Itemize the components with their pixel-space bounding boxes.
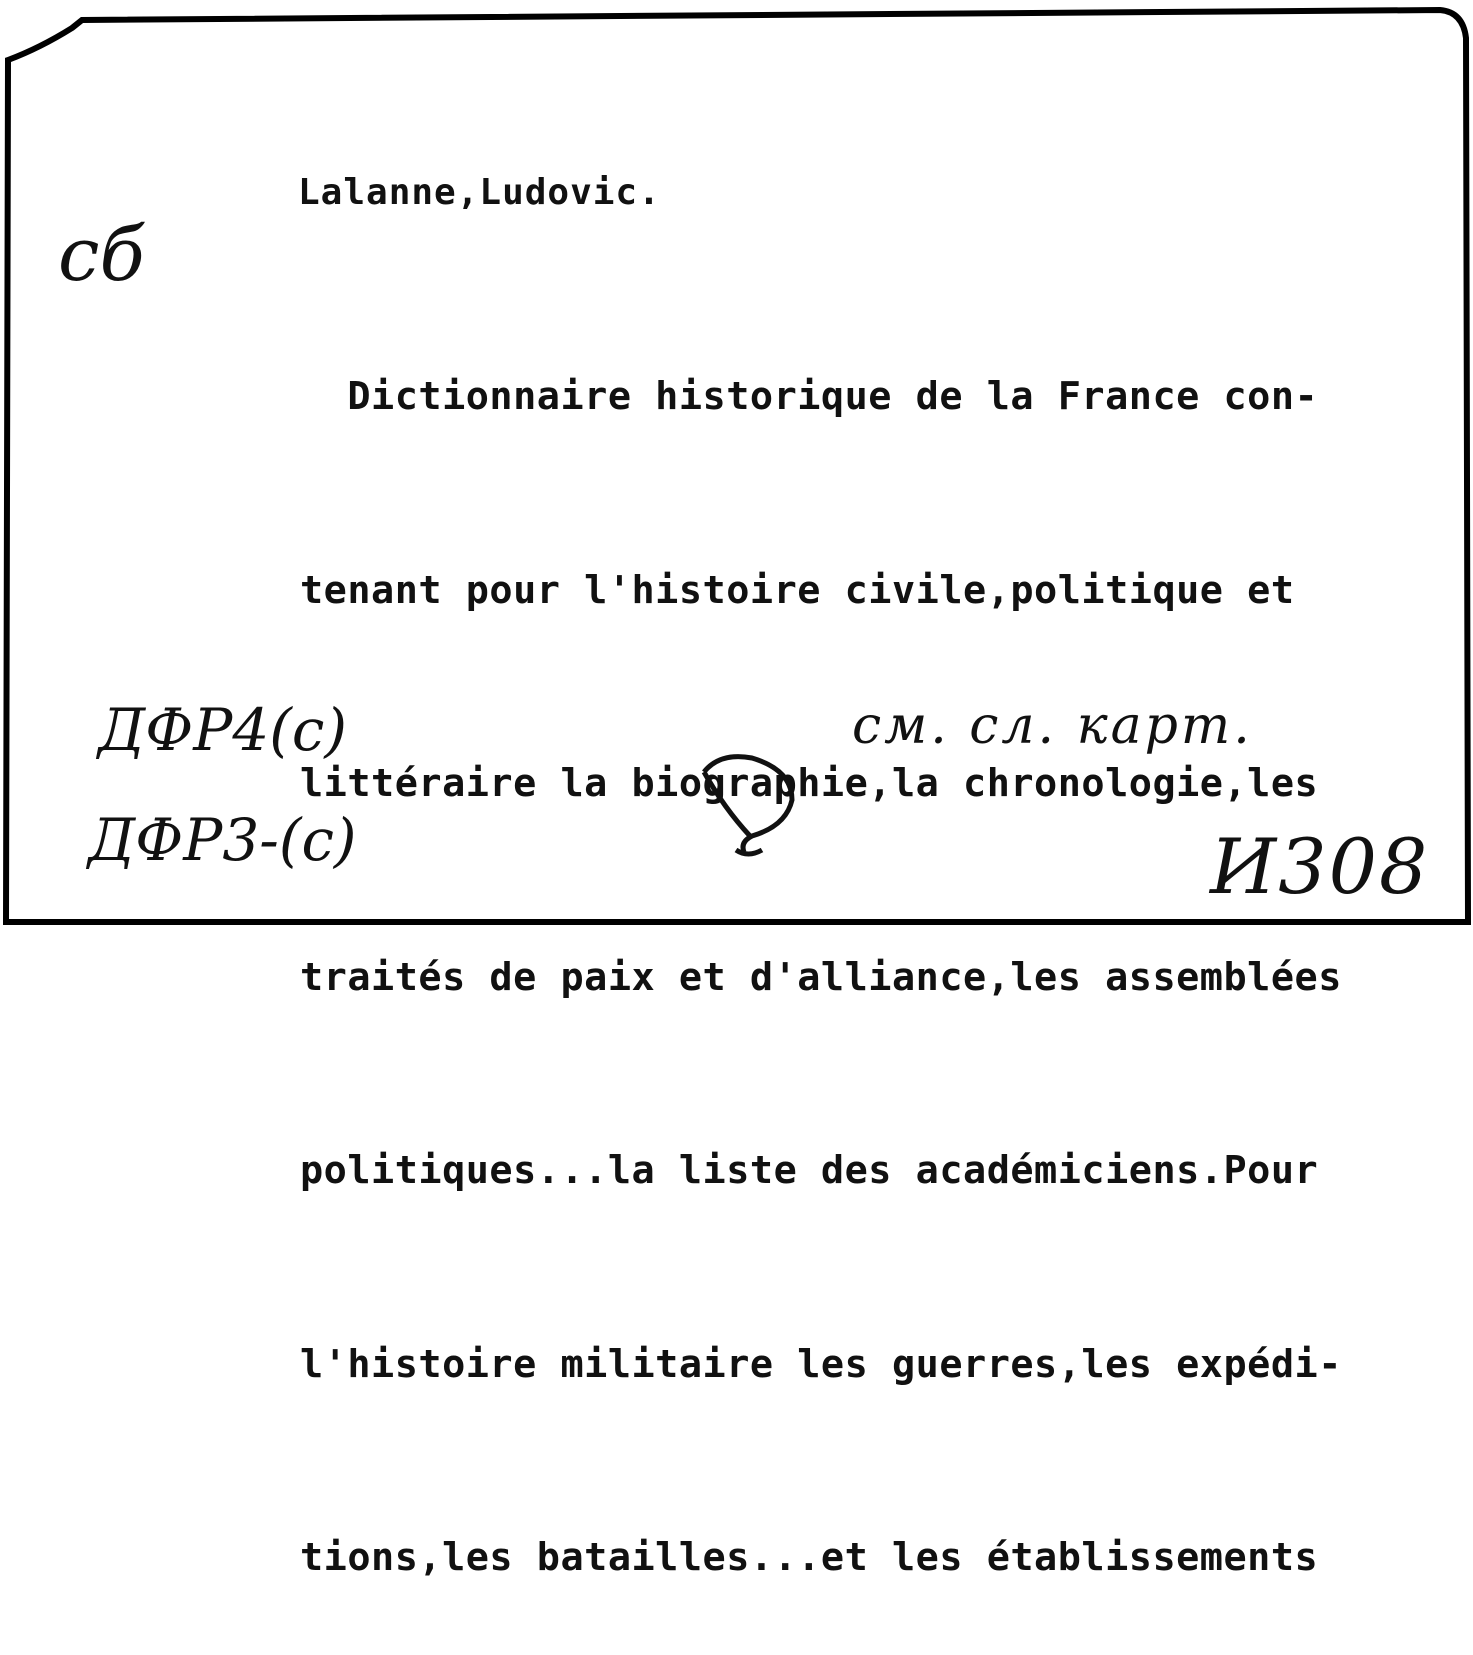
handwritten-mark: сб xyxy=(58,212,145,298)
body-line: traités de paix et d'alliance,les assemblées xyxy=(300,954,1342,1000)
shelfmark-2: ДФР3-(с) xyxy=(88,806,357,874)
body-line: l'histoire militaire les guerres,les expédi- xyxy=(300,1341,1342,1387)
body-line: tions,les batailles...et les établissements xyxy=(300,1535,1319,1580)
body-line: politiques...la liste des académiciens.Pour xyxy=(300,1148,1319,1193)
author-heading: Lalanne,Ludovic. xyxy=(298,172,661,213)
body-line: littéraire la biographie,la chronologie,les xyxy=(300,761,1319,806)
body-line: Dictionnaire historique de la France con- xyxy=(300,374,1319,419)
see-next-card-note: см. сл. карт. xyxy=(852,696,1253,756)
shelfmark-1: ДФР4(с) xyxy=(98,696,347,764)
title-text xyxy=(300,236,1342,1655)
card-number: И308 xyxy=(1210,822,1430,911)
body-line: tenant pour l'histoire civile,politique et xyxy=(300,567,1295,613)
